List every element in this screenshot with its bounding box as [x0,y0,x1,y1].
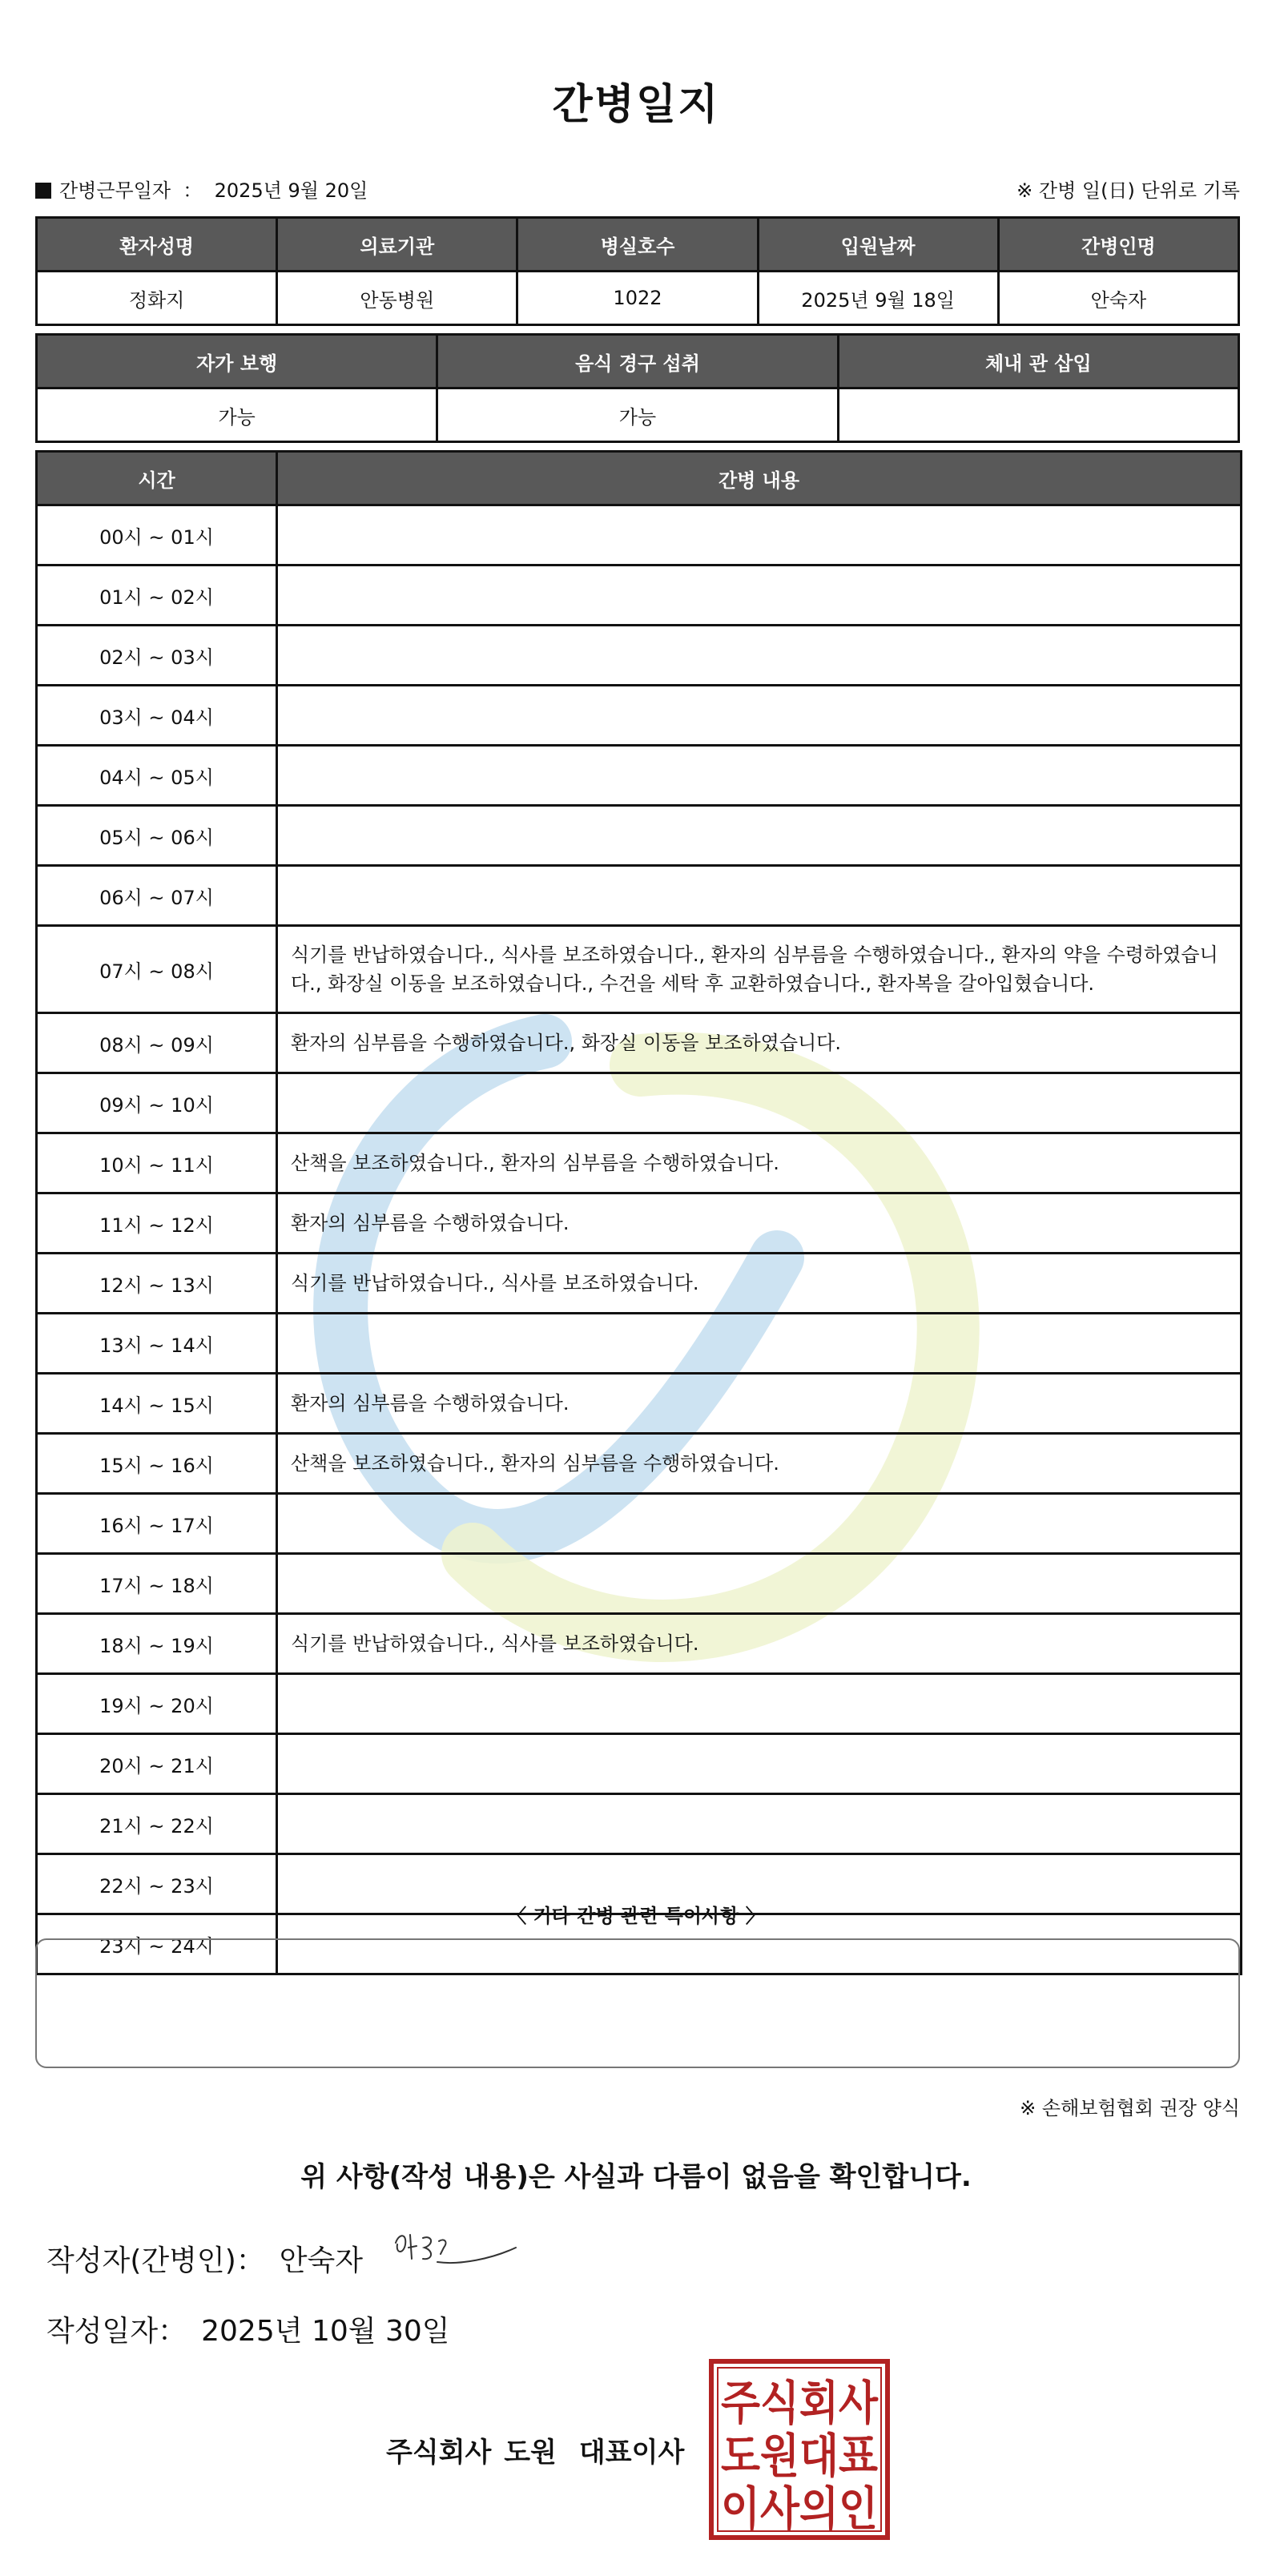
content-header: 간병 내용 [277,452,1242,505]
tube-insertion-value [838,388,1238,442]
content-cell: 산책을 보조하였습니다., 환자의 심부름을 수행하였습니다. [277,1434,1242,1494]
svg-text:도원대표: 도원대표 [721,2429,878,2483]
patient-header: 간병인명 [998,218,1238,272]
patient-name: 정화지 [37,272,277,325]
content-cell [277,866,1242,926]
square-bullet-icon [35,183,51,199]
time-cell: 00시 ~ 01시 [37,505,277,566]
work-date-value: 2025년 9월 20일 [214,179,368,202]
time-cell: 20시 ~ 21시 [37,1734,277,1794]
time-cell: 21시 ~ 22시 [37,1794,277,1854]
time-cell: 17시 ~ 18시 [37,1554,277,1614]
table-row [37,1434,1242,1494]
content-cell [277,1554,1242,1614]
caregiver-name: 안숙자 [998,272,1238,325]
table-row [37,505,1242,566]
form-source-note: ※ 손해보험협회 권장 양식 [1020,2097,1240,2119]
time-cell: 18시 ~ 19시 [37,1614,277,1674]
patient-header: 병실호수 [517,218,758,272]
table-row [37,1133,1242,1193]
time-cell: 23시 ~ 24시 [37,1914,277,1974]
table-row [37,626,1242,686]
status-header: 자가 보행 [37,335,437,388]
table-row [37,1614,1242,1674]
content-cell: 환자의 심부름을 수행하였습니다., 화장실 이동을 보조하였습니다. [277,1013,1242,1073]
content-cell [277,626,1242,686]
time-cell: 12시 ~ 13시 [37,1254,277,1314]
content-cell [277,566,1242,626]
patient-header: 입원날짜 [758,218,998,272]
company-seal-icon [708,2358,891,2541]
table-row [37,1013,1242,1073]
content-cell [277,1314,1242,1374]
author-name: 안숙자 [279,2244,364,2277]
status-header: 음식 경구 섭취 [437,335,838,388]
table-row [37,566,1242,626]
author-line [46,2238,363,2279]
table-row [37,866,1242,926]
table-row [37,1554,1242,1614]
time-cell: 07시 ~ 08시 [37,926,277,1013]
date-line [46,2308,450,2349]
handwritten-signature-icon [388,2227,524,2283]
work-date: 간병근무일자 ： 2025년 9월 20일 [35,175,368,203]
ceo-title: 대표이사 [578,2437,685,2469]
table-row [37,1494,1242,1554]
table-row [37,1794,1242,1854]
table-row [37,1734,1242,1794]
time-cell: 10시 ~ 11시 [37,1133,277,1193]
time-cell: 11시 ~ 12시 [37,1193,277,1254]
content-cell [277,505,1242,566]
special-notes-box [35,1938,1240,2068]
svg-text:주식회사: 주식회사 [721,2376,879,2430]
status-header: 체내 관 삽입 [838,335,1238,388]
content-cell [277,1494,1242,1554]
meta-row [35,175,1240,207]
special-notes-title: 〈 기타 간병 관련 특이사항 〉 [507,1905,765,1927]
status-table [35,333,1240,443]
content-cell: 환자의 심부름을 수행하였습니다. [277,1193,1242,1254]
content-cell: 산책을 보조하였습니다., 환자의 심부름을 수행하였습니다. [277,1133,1242,1193]
table-row [37,746,1242,806]
time-header: 시간 [37,452,277,505]
svg-text:이사의인: 이사의인 [721,2481,878,2536]
content-cell: 식기를 반납하였습니다., 식사를 보조하였습니다. [277,1614,1242,1674]
table-row [37,1193,1242,1254]
content-cell [277,806,1242,866]
company-name: 주식회사 도원 [386,2437,557,2469]
time-cell: 04시 ~ 05시 [37,746,277,806]
time-cell: 16시 ~ 17시 [37,1494,277,1554]
content-cell [277,746,1242,806]
table-row [37,1314,1242,1374]
time-cell: 15시 ~ 16시 [37,1434,277,1494]
document-title: 간병일지 [552,81,720,129]
time-cell: 01시 ~ 02시 [37,566,277,626]
content-cell [277,686,1242,746]
time-cell: 05시 ~ 06시 [37,806,277,866]
hospital: 안동병원 [277,272,517,325]
room-number: 1022 [517,272,758,325]
time-cell: 08시 ~ 09시 [37,1013,277,1073]
time-cell: 19시 ~ 20시 [37,1674,277,1734]
patient-header: 의료기관 [277,218,517,272]
company-signature [386,2430,684,2469]
time-cell: 06시 ~ 07시 [37,866,277,926]
content-cell: 식기를 반납하였습니다., 식사를 보조하였습니다., 환자의 심부름을 수행하였습니다., 환자의 약을 수령하였습니다., 화장실 이동을 보조하였습니다., 수건을 세탁 후 교환하였습니다., 환자복을 갈아입혔습니다. [277,926,1242,1013]
date-label: 작성일자： [46,2315,187,2348]
content-cell [277,1794,1242,1854]
table-row [37,1073,1242,1133]
content-cell [277,1073,1242,1133]
content-cell [277,1734,1242,1794]
table-row [37,1254,1242,1314]
time-cell: 03시 ~ 04시 [37,686,277,746]
table-row [37,1674,1242,1734]
table-row [37,926,1242,1013]
content-cell [277,1674,1242,1734]
unit-note: ※ 간병 일(日) 단위로 기록 [1016,179,1240,202]
table-row [37,806,1242,866]
oral-intake-value: 가능 [437,388,838,442]
time-cell: 13시 ~ 14시 [37,1314,277,1374]
time-cell: 22시 ~ 23시 [37,1854,277,1914]
time-cell: 09시 ~ 10시 [37,1073,277,1133]
content-cell: 식기를 반납하였습니다., 식사를 보조하였습니다. [277,1254,1242,1314]
table-row [37,686,1242,746]
admission-date: 2025년 9월 18일 [758,272,998,325]
self-walking-value: 가능 [37,388,437,442]
author-label: 작성자(간병인)： [46,2244,265,2277]
written-date: 2025년 10월 30일 [201,2315,450,2348]
time-cell: 02시 ~ 03시 [37,626,277,686]
table-row [37,1374,1242,1434]
patient-info-table [35,216,1240,326]
patient-header: 환자성명 [37,218,277,272]
content-cell: 환자의 심부름을 수행하였습니다. [277,1374,1242,1434]
care-log-table [35,450,1242,1975]
confirmation-statement: 위 사항(작성 내용)은 사실과 다름이 없음을 확인합니다. [300,2161,972,2193]
time-cell: 14시 ~ 15시 [37,1374,277,1434]
